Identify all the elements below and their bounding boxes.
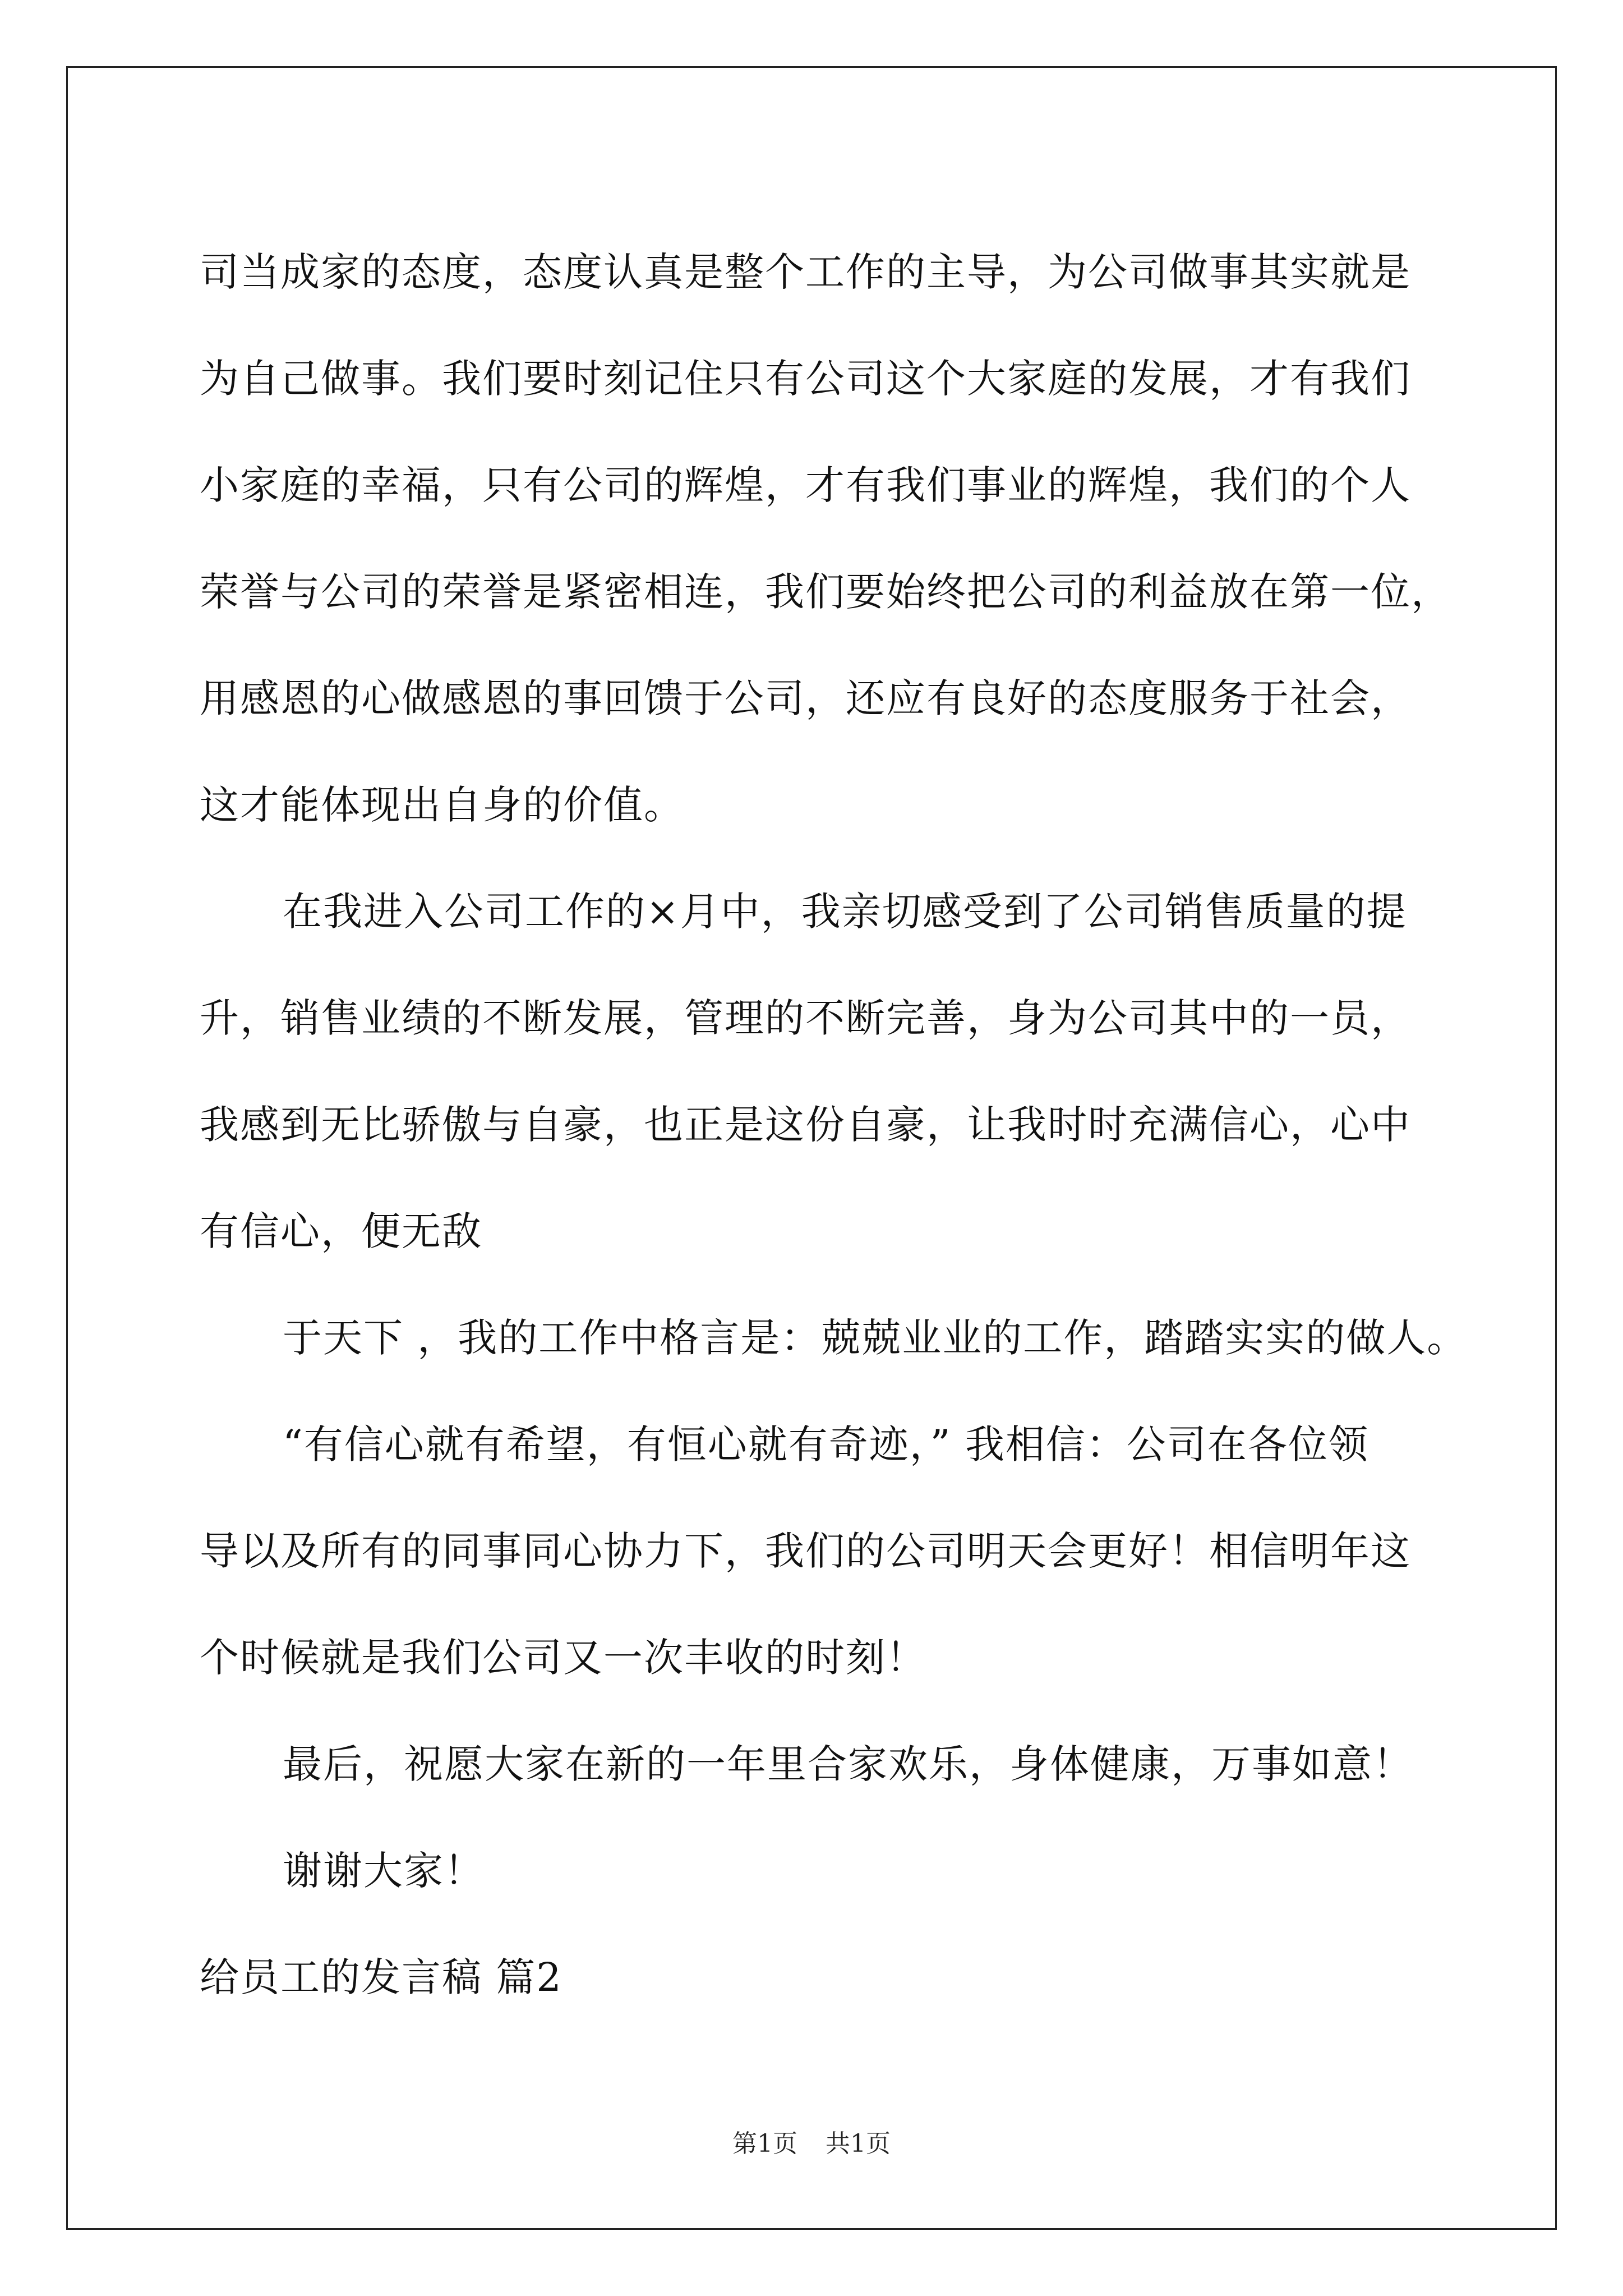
text-line: 荣誉与公司的荣誉是紧密相连，我们要始终把公司的利益放在第一位，	[200, 569, 1451, 615]
text-line: 司当成家的态度，态度认真是整个工作的主导，为公司做事其实就是	[200, 249, 1411, 295]
text-line: 谢谢大家！	[283, 1848, 485, 1894]
text-line: 这才能体现出自身的价值。	[200, 782, 684, 828]
page-number: 第1页	[732, 2129, 797, 2158]
text-line: “有信心就有希望，有恒心就有奇迹，” 我相信：公司在各位领	[283, 1421, 1369, 1467]
page-total: 共1页	[826, 2129, 891, 2158]
text-line: 用感恩的心做感恩的事回馈于公司，还应有良好的态度服务于社会，	[200, 675, 1411, 721]
section-heading: 给员工的发言稿 篇2	[200, 1954, 562, 2000]
text-line: 我感到无比骄傲与自豪，也正是这份自豪，让我时时充满信心，心中	[200, 1102, 1411, 1148]
text-line: 最后，祝愿大家在新的一年里合家欢乐，身体健康，万事如意！	[283, 1741, 1413, 1787]
page-footer	[0, 2127, 1623, 2161]
text-line: 于天下 ，我的工作中格言是：兢兢业业的工作，踏踏实实的做人。	[283, 1315, 1468, 1361]
text-line: 小家庭的幸福，只有公司的辉煌，才有我们事业的辉煌，我们的个人	[200, 462, 1411, 508]
text-line: 升，销售业绩的不断发展，管理的不断完善，身为公司其中的一员，	[200, 995, 1411, 1041]
text-line: 为自己做事。我们要时刻记住只有公司这个大家庭的发展，才有我们	[200, 356, 1411, 402]
text-line: 有信心，便无敌	[200, 1208, 482, 1254]
text-line: 个时候就是我们公司又一次丰收的时刻！	[200, 1635, 926, 1681]
text-line: 导以及所有的同事同心协力下，我们的公司明天会更好！相信明年这	[200, 1528, 1411, 1574]
document-body	[200, 219, 1468, 2031]
text-line: 在我进入公司工作的×月中，我亲切感受到了公司销售质量的提	[283, 889, 1407, 935]
